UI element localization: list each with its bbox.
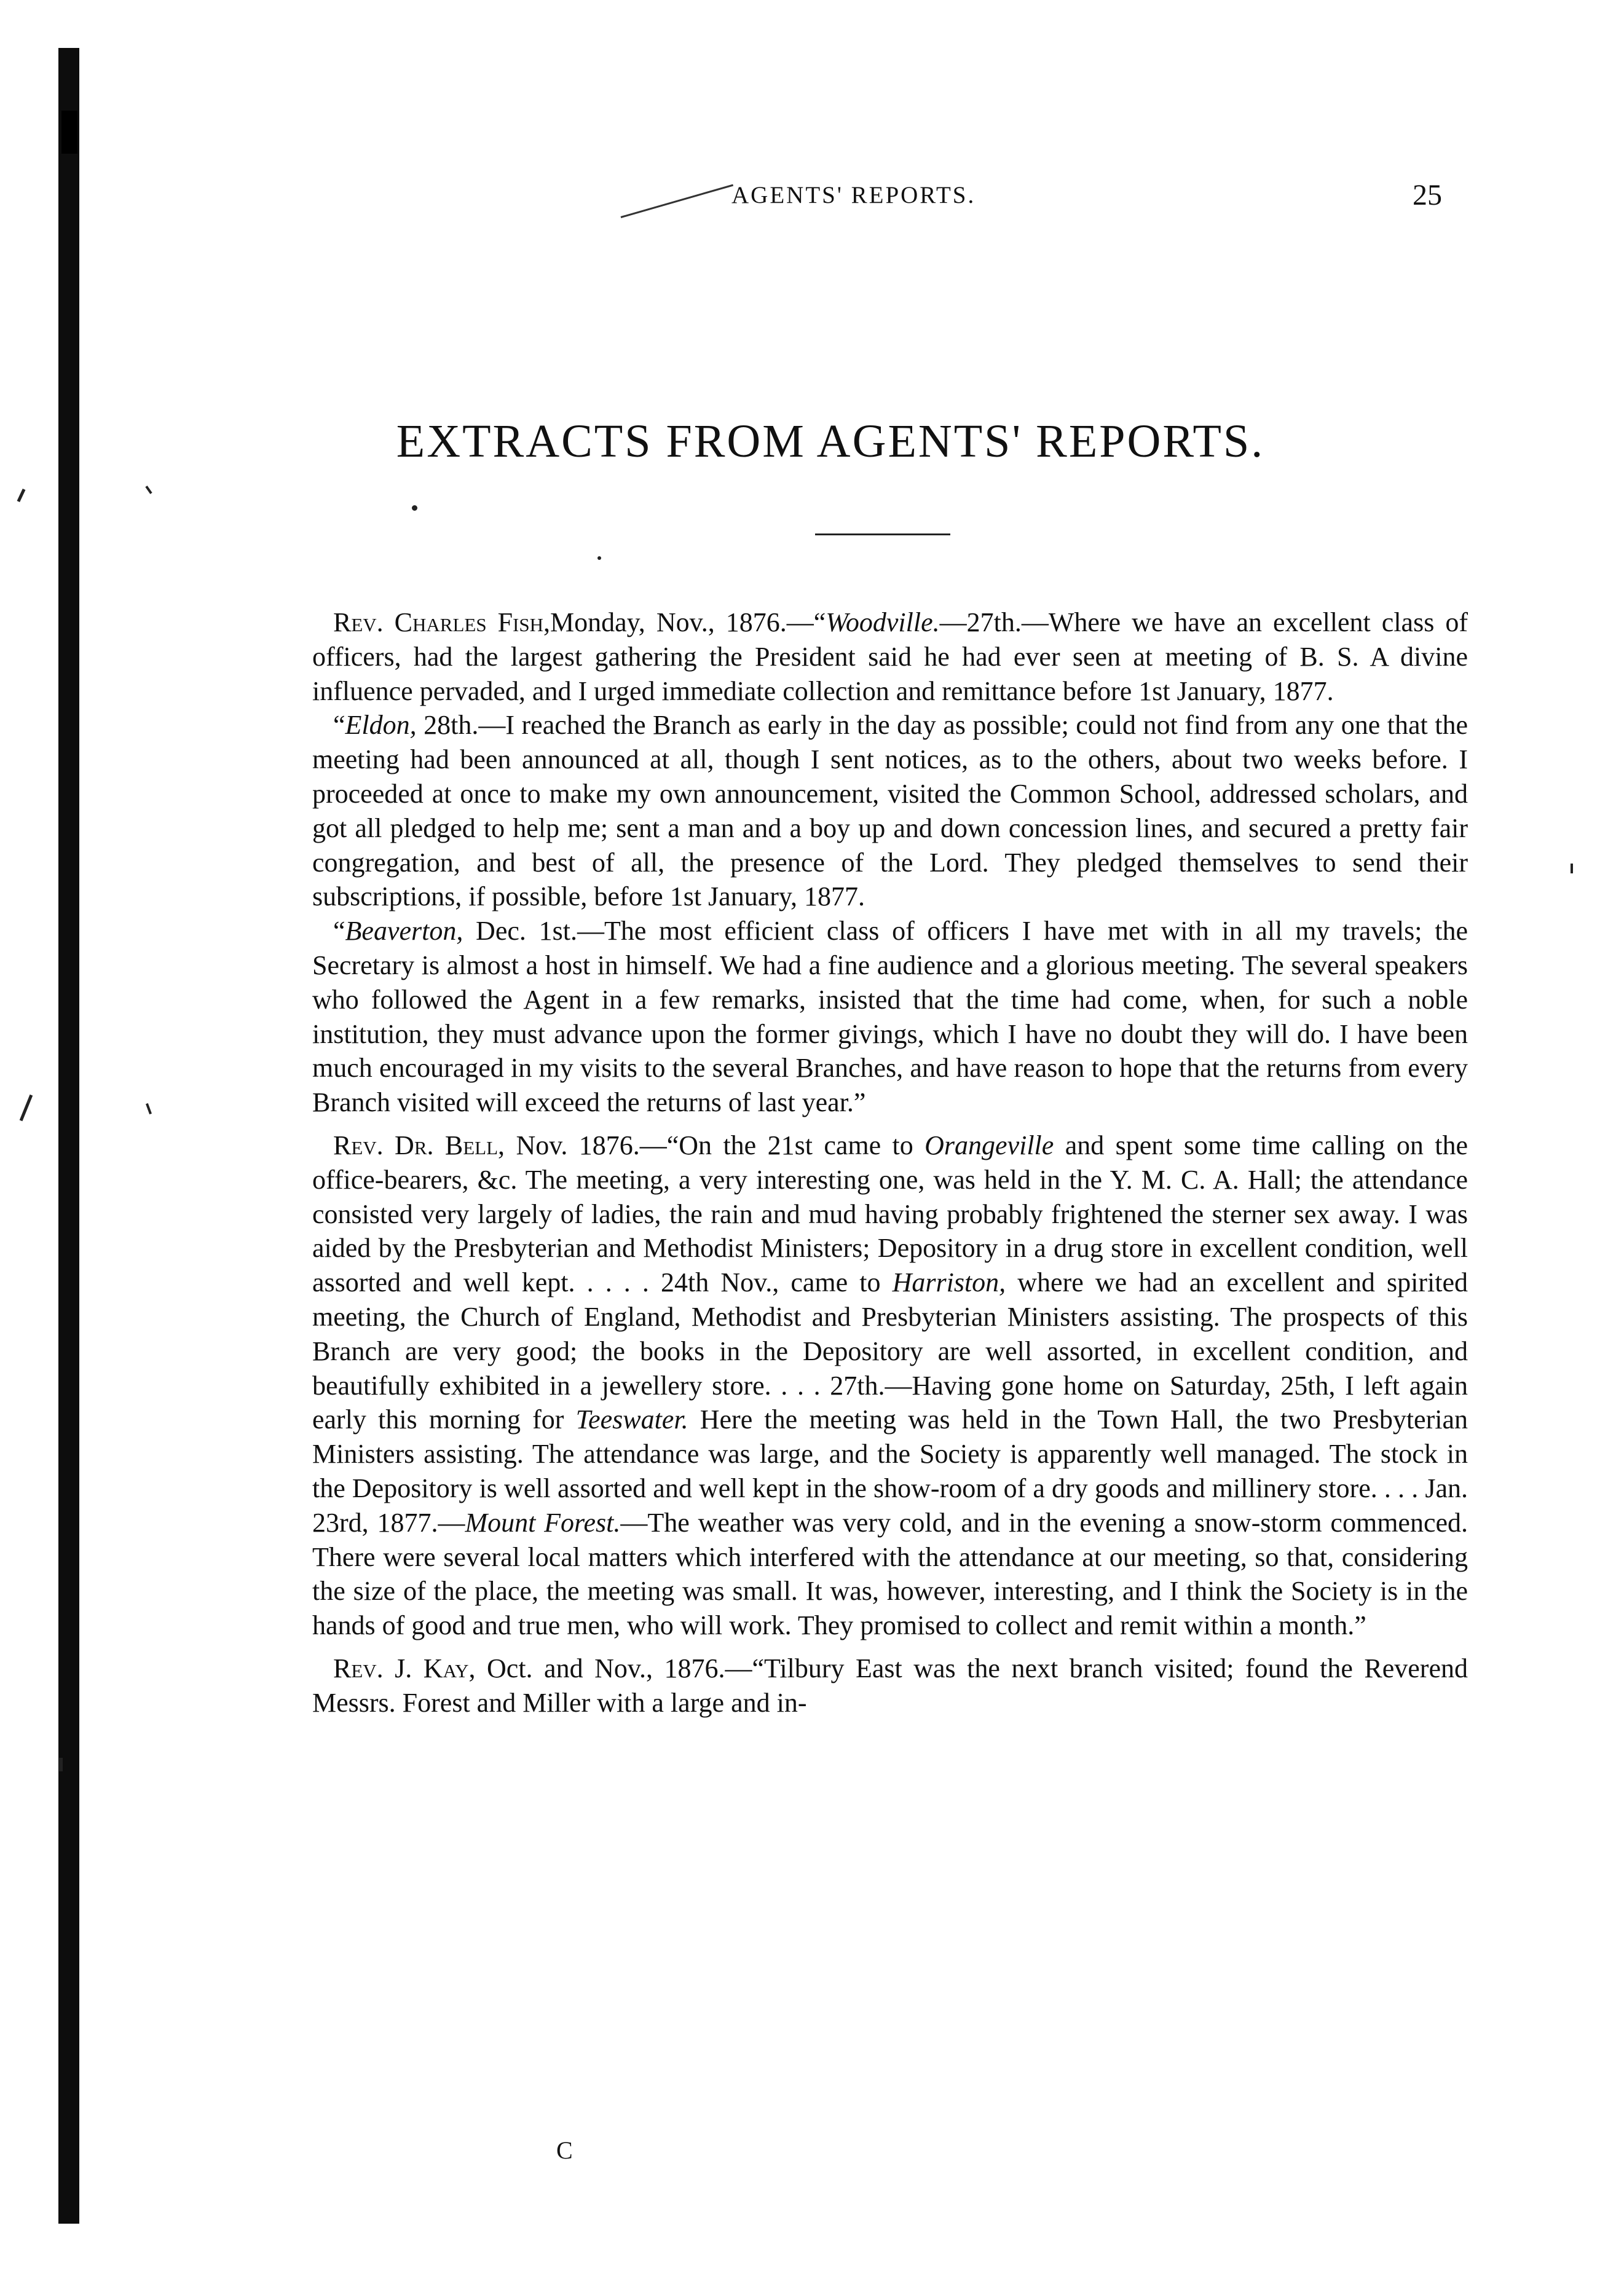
margin-mark xyxy=(20,1095,33,1122)
signature-mark: C xyxy=(556,2136,573,2164)
margin-mark xyxy=(17,489,26,502)
place-name: Orangeville xyxy=(924,1130,1054,1160)
report-fish-eldon: “Eldon, 28th.—I reached the Branch as early in the day as possible; could not find from any one that the meeting had been announced at all, though I sent notices, as to the others, about two weeks before. I proceeded at once to make my own announcement, visited the Common School, addressed scholars, and got all pledged to help me; sent a man and a boy up and down concession lines, and secured a pretty fair congregation, and best of all, the presence of the Lord. They pledged themselves to send their subscriptions, if possible, before 1st January, 1877. xyxy=(312,710,1468,912)
place-name: Mount Forest. xyxy=(465,1507,621,1538)
binding-edge xyxy=(58,48,79,2224)
place-name: Harriston, xyxy=(892,1267,1006,1298)
place-name: Eldon, xyxy=(345,710,417,741)
reports-body xyxy=(312,605,1468,1720)
ink-speck xyxy=(412,505,417,511)
report-kay: Rev. J. Kay, Oct. and Nov., 1876.—“Tilbury East was the next branch visited; found the Reverend Messrs. Forest and Miller with a large and in- xyxy=(312,1653,1468,1718)
report-bell: Rev. Dr. Bell, Nov. 1876.—“On the 21st came to Orangeville and spent some time calling on the office-bearers, &c. The meeting, a very interesting one, was held in the Y. M. C. A. Hall; the attendance consisted very largely of ladies, the rain and mud having probably frightened the sterner sex away. I was aided by the Presbyterian and Methodist Ministers; Depository in a drug store in excellent condition, well assorted and well kept. . . . . 24th Nov., came to Harriston, where we had an excellent and spirited meeting, the Church of England, Methodist and Presbyterian Ministers assisting. The prospects of this Branch are very good; the books in the Depository are well assorted, in excellent condition, and beautifully exhibited in a jewellery store. . . . 27th.—Having gone home on Saturday, 25th, I left again early this morning for Teeswater. Here the meeting was held in the Town Hall, the two Presbyterian Ministers assisting. The attendance was large, and the Society is apparently well managed. The stock in the Depository is well assorted and well kept in the show-room of a dry goods and millinery store. . . . Jan. 23rd, 1877.—Mount Forest.—The weather was very cold, and in the evening a snow-storm commenced. There were several local matters which interfered with the attendance at our meeting, so that, considering the size of the place, the meeting was small. It was, however, interesting, and I think the Society is in the hands of good and true men, who will work. They promised to collect and remit within a month.” xyxy=(312,1130,1468,1641)
page-title: EXTRACTS FROM AGENTS' REPORTS. xyxy=(396,415,1265,467)
margin-mark xyxy=(145,486,152,494)
pen-stroke xyxy=(621,184,733,218)
margin-mark xyxy=(59,1758,63,1771)
binding-notch xyxy=(61,111,77,154)
margin-mark xyxy=(146,1103,152,1114)
agent-name: Rev. Dr. Bell, xyxy=(333,1130,505,1160)
title-rule xyxy=(815,533,950,535)
place-name: Woodville. xyxy=(826,607,940,637)
agent-name: Rev. Charles Fish, xyxy=(333,607,551,637)
margin-mark xyxy=(1571,864,1573,873)
place-name: Teeswater. xyxy=(575,1404,688,1435)
agent-name: Rev. J. Kay, xyxy=(333,1653,476,1683)
report-fish-intro: Rev. Charles Fish,Monday, Nov., 1876.—“Woodville.—27th.—Where we have an excellent class of officers, had the largest gathering the President said he had ever seen at meeting of B. S. A divine influence pervaded, and I urged immediate collection and remittance before 1st January, 1877. xyxy=(312,607,1468,706)
running-title: AGENTS' REPORTS. xyxy=(731,182,976,208)
ink-speck xyxy=(597,556,601,560)
place-name: Beaverton, xyxy=(345,916,463,947)
page-number: 25 xyxy=(1413,179,1442,211)
report-fish-beaverton: “Beaverton, Dec. 1st.—The most efficient class of officers I have met with in all my travels; the Secretary is almost a host in himself. We had a fine audience and a glorious meeting. The several speakers who followed the Agent in a few remarks, insisted that the time had come, when, for such a noble institution, they must advance upon the former givings, which I have no doubt they will do. I have been much encouraged in my visits to the several Branches, and have reason to hope that the returns from every Branch visited will exceed the returns of last year.” xyxy=(312,916,1468,1118)
